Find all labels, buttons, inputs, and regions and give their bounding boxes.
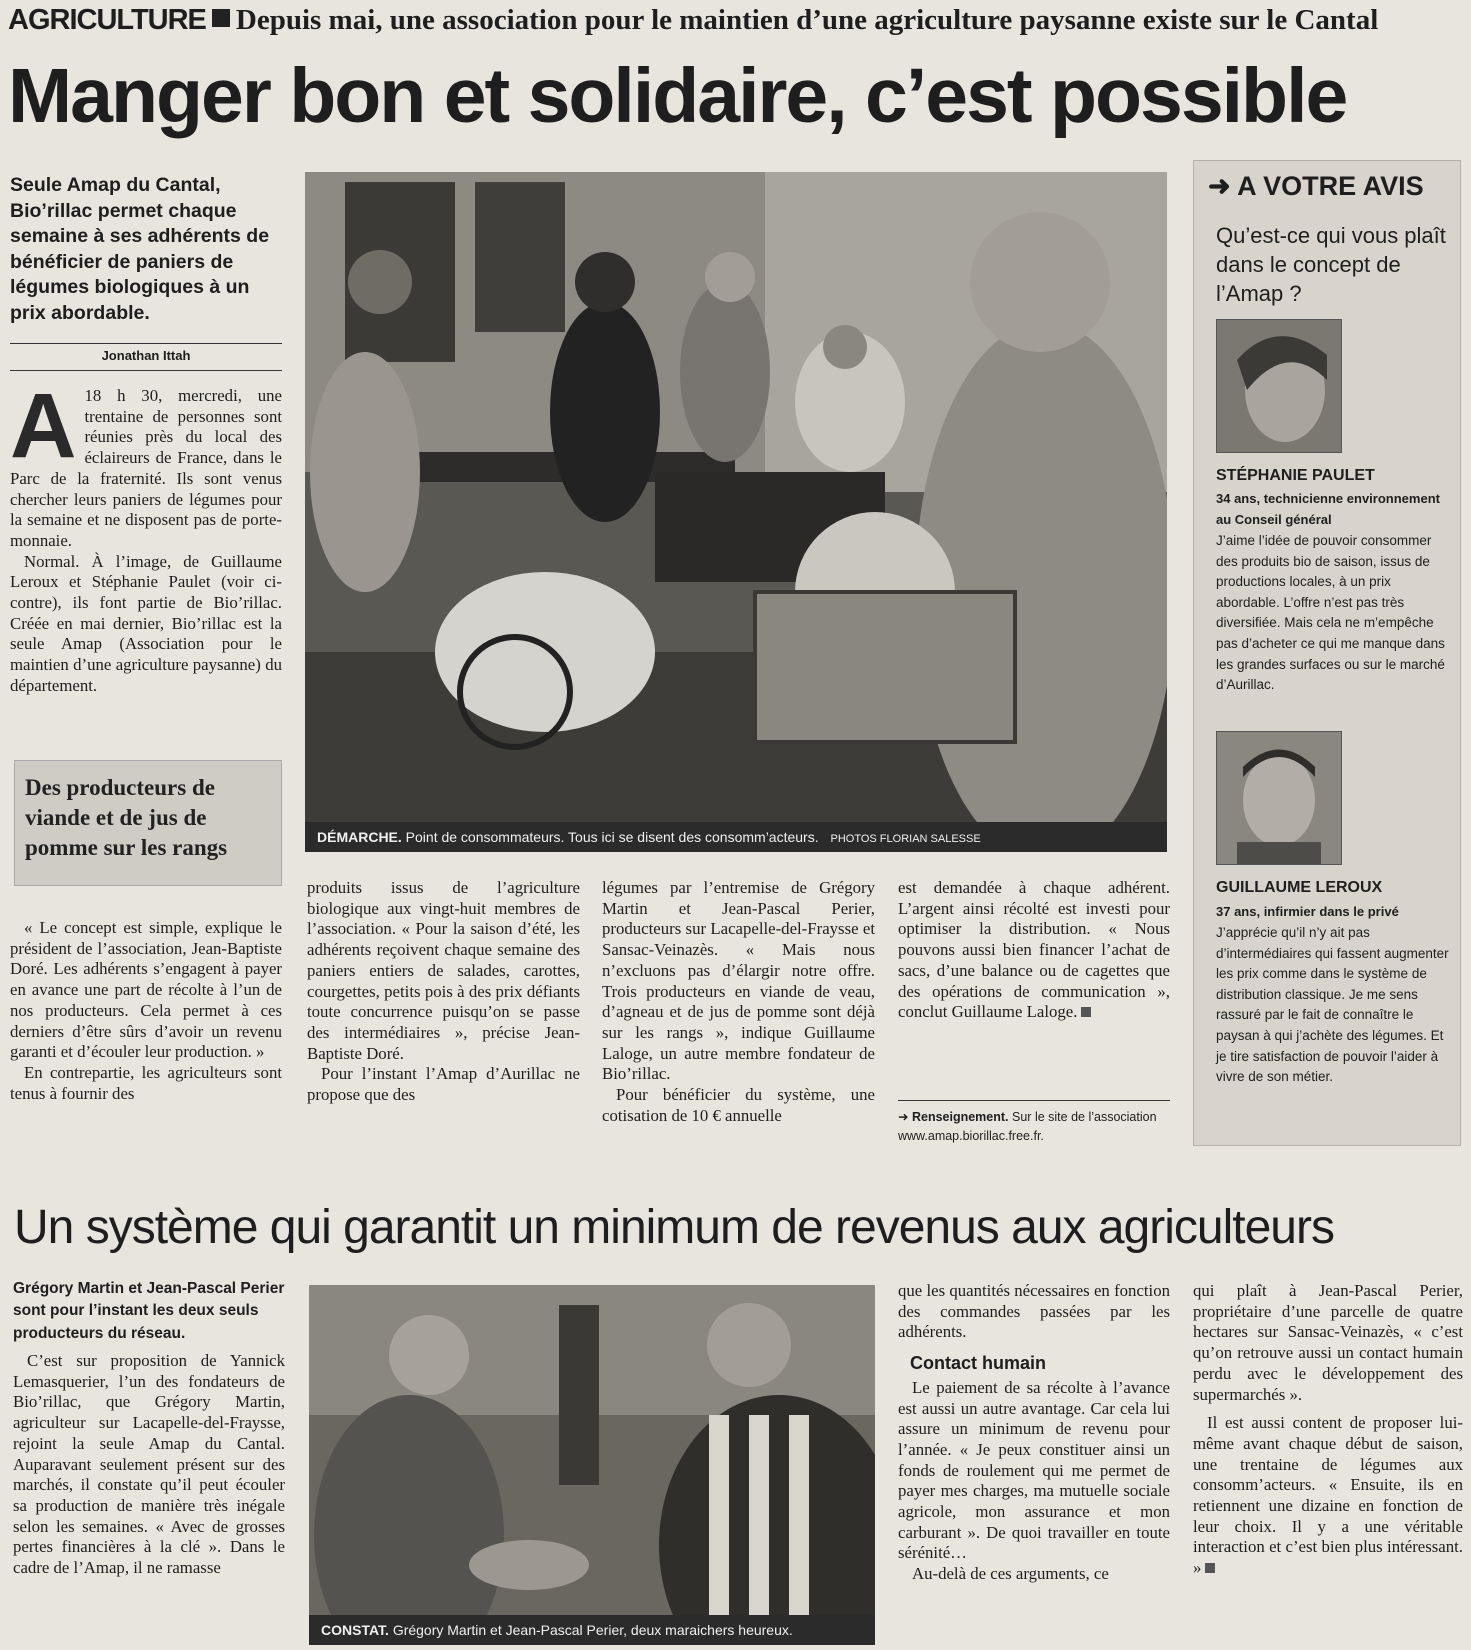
article-paragraph: produits issus de l’agriculture biologique aux vingt-huit membres de l’association. « Pour la saison d’été, les adhérents reçoivent chaque semaine des paniers entiers de salades, carottes, courgettes, petits pois à des prix défiants toute concurrence puisqu’on se passe des intermédiaires », précise Jean-Baptiste Doré. [307, 878, 580, 1063]
chapo: Seule Amap du Cantal, Bio’rillac permet chaque semaine à ses adhérents de bénéficier de paniers de légumes biologiques à un prix abordable. [10, 174, 270, 324]
article2-column-1 [13, 1351, 285, 1579]
info-text: Sur le site de l’association www.amap.biorillac.free.fr. [898, 1110, 1157, 1143]
portrait-image [1217, 732, 1341, 864]
article-paragraph: En contrepartie, les agriculteurs sont tenus à fournir des [10, 1062, 282, 1103]
article-paragraph: 18 h 30, mercredi, une trentaine de personnes sont réunies près du local des éclaireurs de France, dans le Parc de la fraternité. Ils sont venus chercher leurs paniers de légumes pour la semaine et ne disposent pas de porte-monnaie. [10, 386, 282, 550]
article-paragraph [1193, 1413, 1463, 1579]
sidebar-opinion [1193, 160, 1461, 1146]
end-mark-icon [1205, 1563, 1215, 1573]
caption-text: Grégory Martin et Jean-Pascal Perier, deux maraichers heureux. [392, 1622, 793, 1638]
portrait-stephanie [1216, 319, 1342, 453]
main-photo [305, 172, 1167, 852]
arrow-right-icon: ➜ [898, 1110, 909, 1124]
kicker-text: Depuis mai, une association pour le maintien d’une agriculture paysanne existe sur le Cantal [235, 4, 1379, 36]
info-rule [898, 1100, 1170, 1101]
article-column-1b [10, 918, 282, 1104]
arrow-right-icon: ➜ [1208, 171, 1238, 201]
article-paragraph: C’est sur proposition de Yannick Lemasquerier, l’un des fondateurs de Bio’rillac, que Grégory Martin, agriculteur sur Lacapelle-del-Fraysse, rejoint la seule Amap du Cantal. Auparavant seulement présent sur des marchés, il constate qu’il peut écouler sa production de manière très inégale selon les semaines. « Avec de grosses pertes financières à la clé ». Dans le cadre de l’Amap, il ne ramasse [13, 1351, 285, 1578]
sidebar-title-text: A VOTRE AVIS [1237, 171, 1424, 201]
person-role: 37 ans, infirmier dans le privé [1216, 904, 1399, 919]
drop-cap: A [10, 375, 77, 477]
article-paragraph: Le paiement de sa récolte à l’avance est aussi un autre avantage. Car cela lui assure un minimum de revenu pour l’année. « Je peux constituer ainsi un fonds de roulement qui me permet de payer mes charges, ma mutuelle sociale agricole, mon assurance et mon carburant ». De quoi travailler en toute sérénité… [898, 1377, 1170, 1563]
person-name: STÉPHANIE PAULET [1216, 467, 1375, 484]
kicker-category: AGRICULTURE [8, 4, 206, 36]
article2-chapo: Grégory Martin et Jean-Pascal Perier sont pour l’instant les deux seuls producteurs du réseau. [13, 1280, 285, 1342]
person-name: GUILLAUME LEROUX [1216, 879, 1383, 896]
second-photo-caption [309, 1615, 875, 1645]
portrait-guillaume [1216, 731, 1342, 865]
byline: Jonathan Ittah [101, 348, 191, 363]
main-photo-illustration [305, 172, 1167, 852]
portrait-image [1217, 320, 1341, 452]
photo-credit: PHOTOS FLORIAN SALESSE [830, 833, 981, 845]
article-paragraph: Au-delà de ces arguments, ce [912, 1564, 1109, 1584]
article-paragraph: que les quantités nécessaires en fonction des commandes passées par les adhérents. [898, 1281, 1170, 1342]
info-label: Renseignement. [911, 1110, 1009, 1124]
article2-subhead: Contact humain [910, 1353, 1047, 1374]
person-quote: J’aime l’idée de pouvoir consommer des produits bio de saison, issus de productions locales, à un prix abordable. L’offre n’est pas très diversifiée. Mais cela ne m’empêche pas d’acheter ce qui me manque dans les grandes surfaces ou sur le marché d’Aurillac. [1216, 533, 1445, 693]
article-paragraph: légumes par l’entremise de Grégory Martin et Jean-Pascal Perier, producteurs sur Lacapelle-del-Fraysse et Sansac-Veinazès. « Mais nous n’excluons pas d’élargir notre offre. Trois producteurs en viande de veau, d’agneau et de jus de pomme sont déjà sur les rangs », indique Guillaume Laloge, un autre membre fondateur de Bio’rillac. [602, 878, 875, 1084]
article-column-4 [898, 878, 1170, 1023]
article2-headline: Un système qui garantit un minimum de revenus aux agriculteurs [14, 1201, 1334, 1254]
headline: Manger bon et solidaire, c’est possible [8, 53, 1347, 139]
article-column-1 [10, 375, 282, 697]
article-paragraph-text: Il est aussi content de proposer lui-même avant chaque début de saison, une trentaine de légumes aux consomm’acteurs. « Ensuite, ils en retiennent une dizaine en fonction de leur choix. Il y a une véritable interaction et c’est bien plus intéressant. » [1193, 1413, 1463, 1578]
article-column-2 [307, 878, 580, 1106]
kicker [8, 4, 1458, 37]
byline-rule-bottom [10, 370, 282, 371]
sidebar-title [1208, 171, 1424, 202]
article-paragraph [898, 878, 1170, 1023]
end-mark-icon [1081, 1007, 1091, 1017]
article-paragraph: Pour bénéficier du système, une cotisation de 10 € annuelle [602, 1085, 875, 1125]
person-role: 34 ans, technicienne environnement au Conseil général [1216, 491, 1440, 527]
sidebar-question: Qu’est-ce qui vous plaît dans le concept de l’Amap ? [1216, 223, 1446, 306]
byline-rule-top [10, 343, 282, 344]
article2-column-4 [1193, 1281, 1463, 1579]
article-paragraph: « Le concept est simple, explique le président de l’association, Jean-Baptiste Doré. Les adhérents s’engagent à payer en avance une part de récolte à l’un de nos producteurs. Cela permet à ces derniers d’être sûrs d’avoir un revenu garanti et d’écouler leur production. » [10, 918, 282, 1062]
article-paragraph: Pour l’instant l’Amap d’Aurillac ne propose que des [307, 1064, 580, 1105]
caption-label: DÉMARCHE. [317, 829, 402, 845]
person-quote: J’apprécie qu’il n’y ait pas d’intermédiaires qui fassent augmenter les prix comme dans le système de distribution classique. Je me sens rassuré par le fait de connaître le paysan à qui j’achète des légumes. Et je tire satisfaction de pouvoir l’aider à vivre de son métier. [1216, 925, 1449, 1085]
inset-box: Des producteurs de viande et de jus de pomme sur les rangs [14, 760, 282, 886]
second-photo-illustration [309, 1285, 875, 1645]
article-paragraph: Normal. À l’image, de Guillaume Leroux et Stéphanie Paulet (voir ci-contre), ils font partie de Bio’rillac. Créée en mai dernier, Bio’rillac est la seule Amap (Association pour le maintien d’une agriculture paysanne) du département. [10, 551, 282, 695]
article-paragraph-text: est demandée à chaque adhérent. L’argent ainsi récolté est investi pour optimiser la distribution. « Nous pouvons aussi bien financer l’achat de sacs, d’une balance ou de cagettes que des opérations de communication », conclut Guillaume Laloge. [898, 878, 1170, 1022]
article-column-3 [602, 878, 875, 1126]
article-paragraph: qui plaît à Jean-Pascal Perier, propriétaire d’une parcelle de quatre hectares sur Sansac-Veinazès, « c’est qu’on retrouve aussi un contact humain perdu avec le développement des supermarchés ». [1193, 1281, 1463, 1404]
info-box [898, 1108, 1170, 1146]
kicker-square-icon [212, 9, 230, 27]
caption-label: CONSTAT. [321, 1622, 389, 1638]
caption-text: Point de consommateurs. Tous ici se disent des consomm’acteurs. [405, 829, 819, 845]
article2-column-3 [898, 1281, 1170, 1585]
main-photo-caption [305, 822, 1167, 852]
second-photo [309, 1285, 875, 1645]
